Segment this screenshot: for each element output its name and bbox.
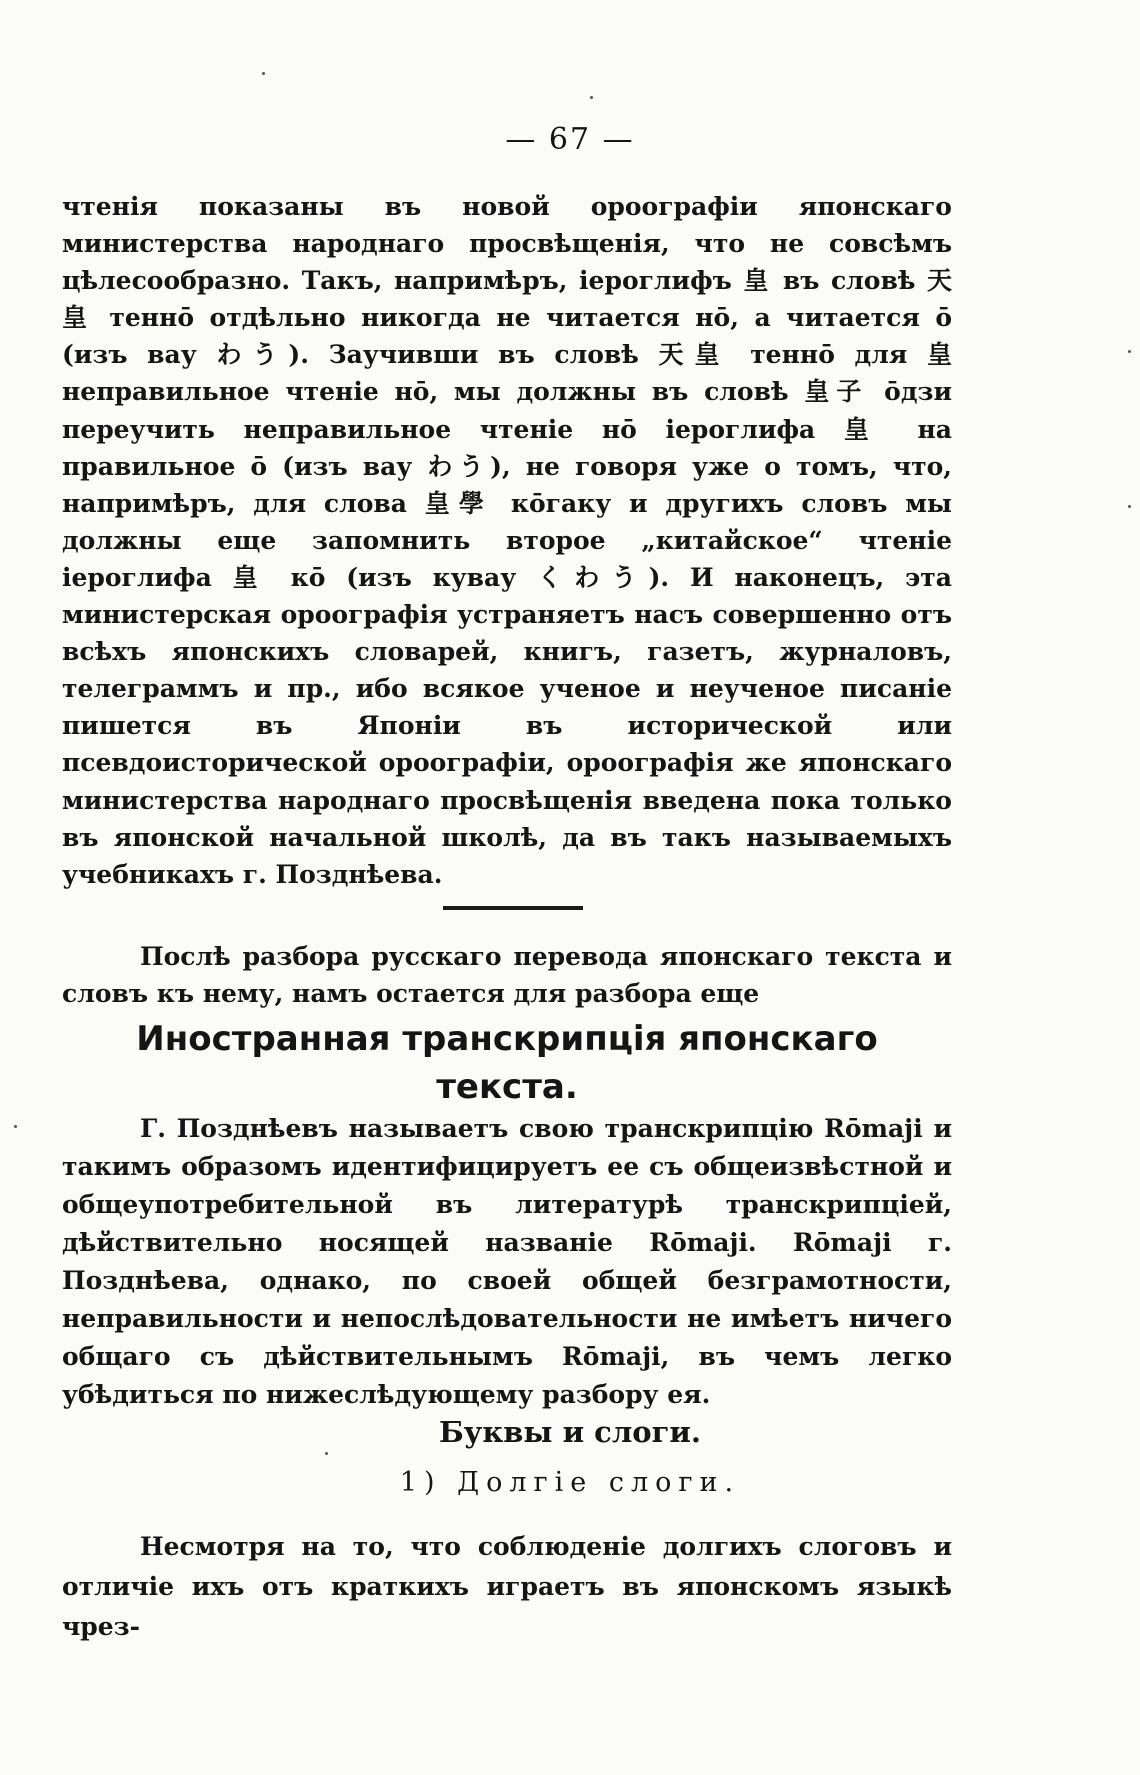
print-speck — [590, 96, 593, 99]
print-speck — [1128, 350, 1131, 353]
paragraph-transition: Послѣ разбора русскаго перевода японскаго текста и словъ къ нему, намъ остается для разбора еще — [62, 942, 952, 1009]
paragraph-orthography: чтенія показаны въ новой ороографіи японскаго министерства народнаго просвѣщенія, что не совсѣмъ цѣлесообразно. Такъ, напримѣръ, іероглифъ 皇 въ словѣ 天皇 теннō отдѣльно никогда не читается нō, а читается ō (изъ вау わう). Заучивши въ словѣ 天皇 теннō для 皇 неправильное чтеніе нō, мы должны въ словѣ 皇子 ōдзи переучить неправильное чтеніе нō іероглифа 皇 на правильное ō (изъ вау わう), не говоря уже о томъ, что, напримѣръ, для слова 皇學 кōгаку и другихъ словъ мы должны еще запомнить второе „китайское“ чтеніе іероглифа 皇 кō (изъ кувау くわう). И наконецъ, эта министерская ороографія устраняетъ насъ совершенно отъ всѣхъ японскихъ словарей, книгъ, газетъ, журналовъ, телеграммъ и пр., ибо всякое ученое и неученое писаніе пишется въ Японіи въ исторической или псевдоисторической ороографіи, ороографія же японскаго министерства народнаго просвѣщенія введена пока только въ японской начальной школѣ, да въ такъ называемыхъ учебникахъ г. Позднѣева. — [62, 192, 952, 889]
section-title: Иностранная транскрипція японскаго текста. — [136, 1019, 878, 1107]
paragraph-romaji: Г. Позднѣевъ называетъ свою транскрипцію Rōmaji и такимъ образомъ идентифицируетъ ее съ общеизвѣстной и общеупотребительной въ литературѣ транскрипціей, дѣйствительно носящей названіе Rōmaji. Rōmaji г. Позднѣева, однако, по своей общей безграмотности, неправильности и непослѣдовательности не имѣетъ ничего общаго съ дѣйствительнымъ Rōmaji, въ чемъ легко убѣдиться по нижеслѣдующему разбору ея. — [62, 1114, 952, 1409]
print-speck — [14, 1125, 17, 1128]
paragraph-long-syllables: Несмотря на то, что соблюденіе долгихъ слоговъ и отличіе ихъ отъ краткихъ играетъ въ японскомъ языкѣ чрез- — [62, 1532, 952, 1641]
subsection-title: Буквы и слоги. — [438, 1415, 702, 1449]
sub-subsection-title: 1) Долгіе слоги. — [399, 1467, 741, 1498]
print-speck — [1128, 505, 1131, 508]
section-divider — [443, 906, 583, 910]
print-speck — [262, 72, 265, 75]
print-speck — [325, 1452, 328, 1455]
page-number: — 67 — — [505, 122, 635, 157]
